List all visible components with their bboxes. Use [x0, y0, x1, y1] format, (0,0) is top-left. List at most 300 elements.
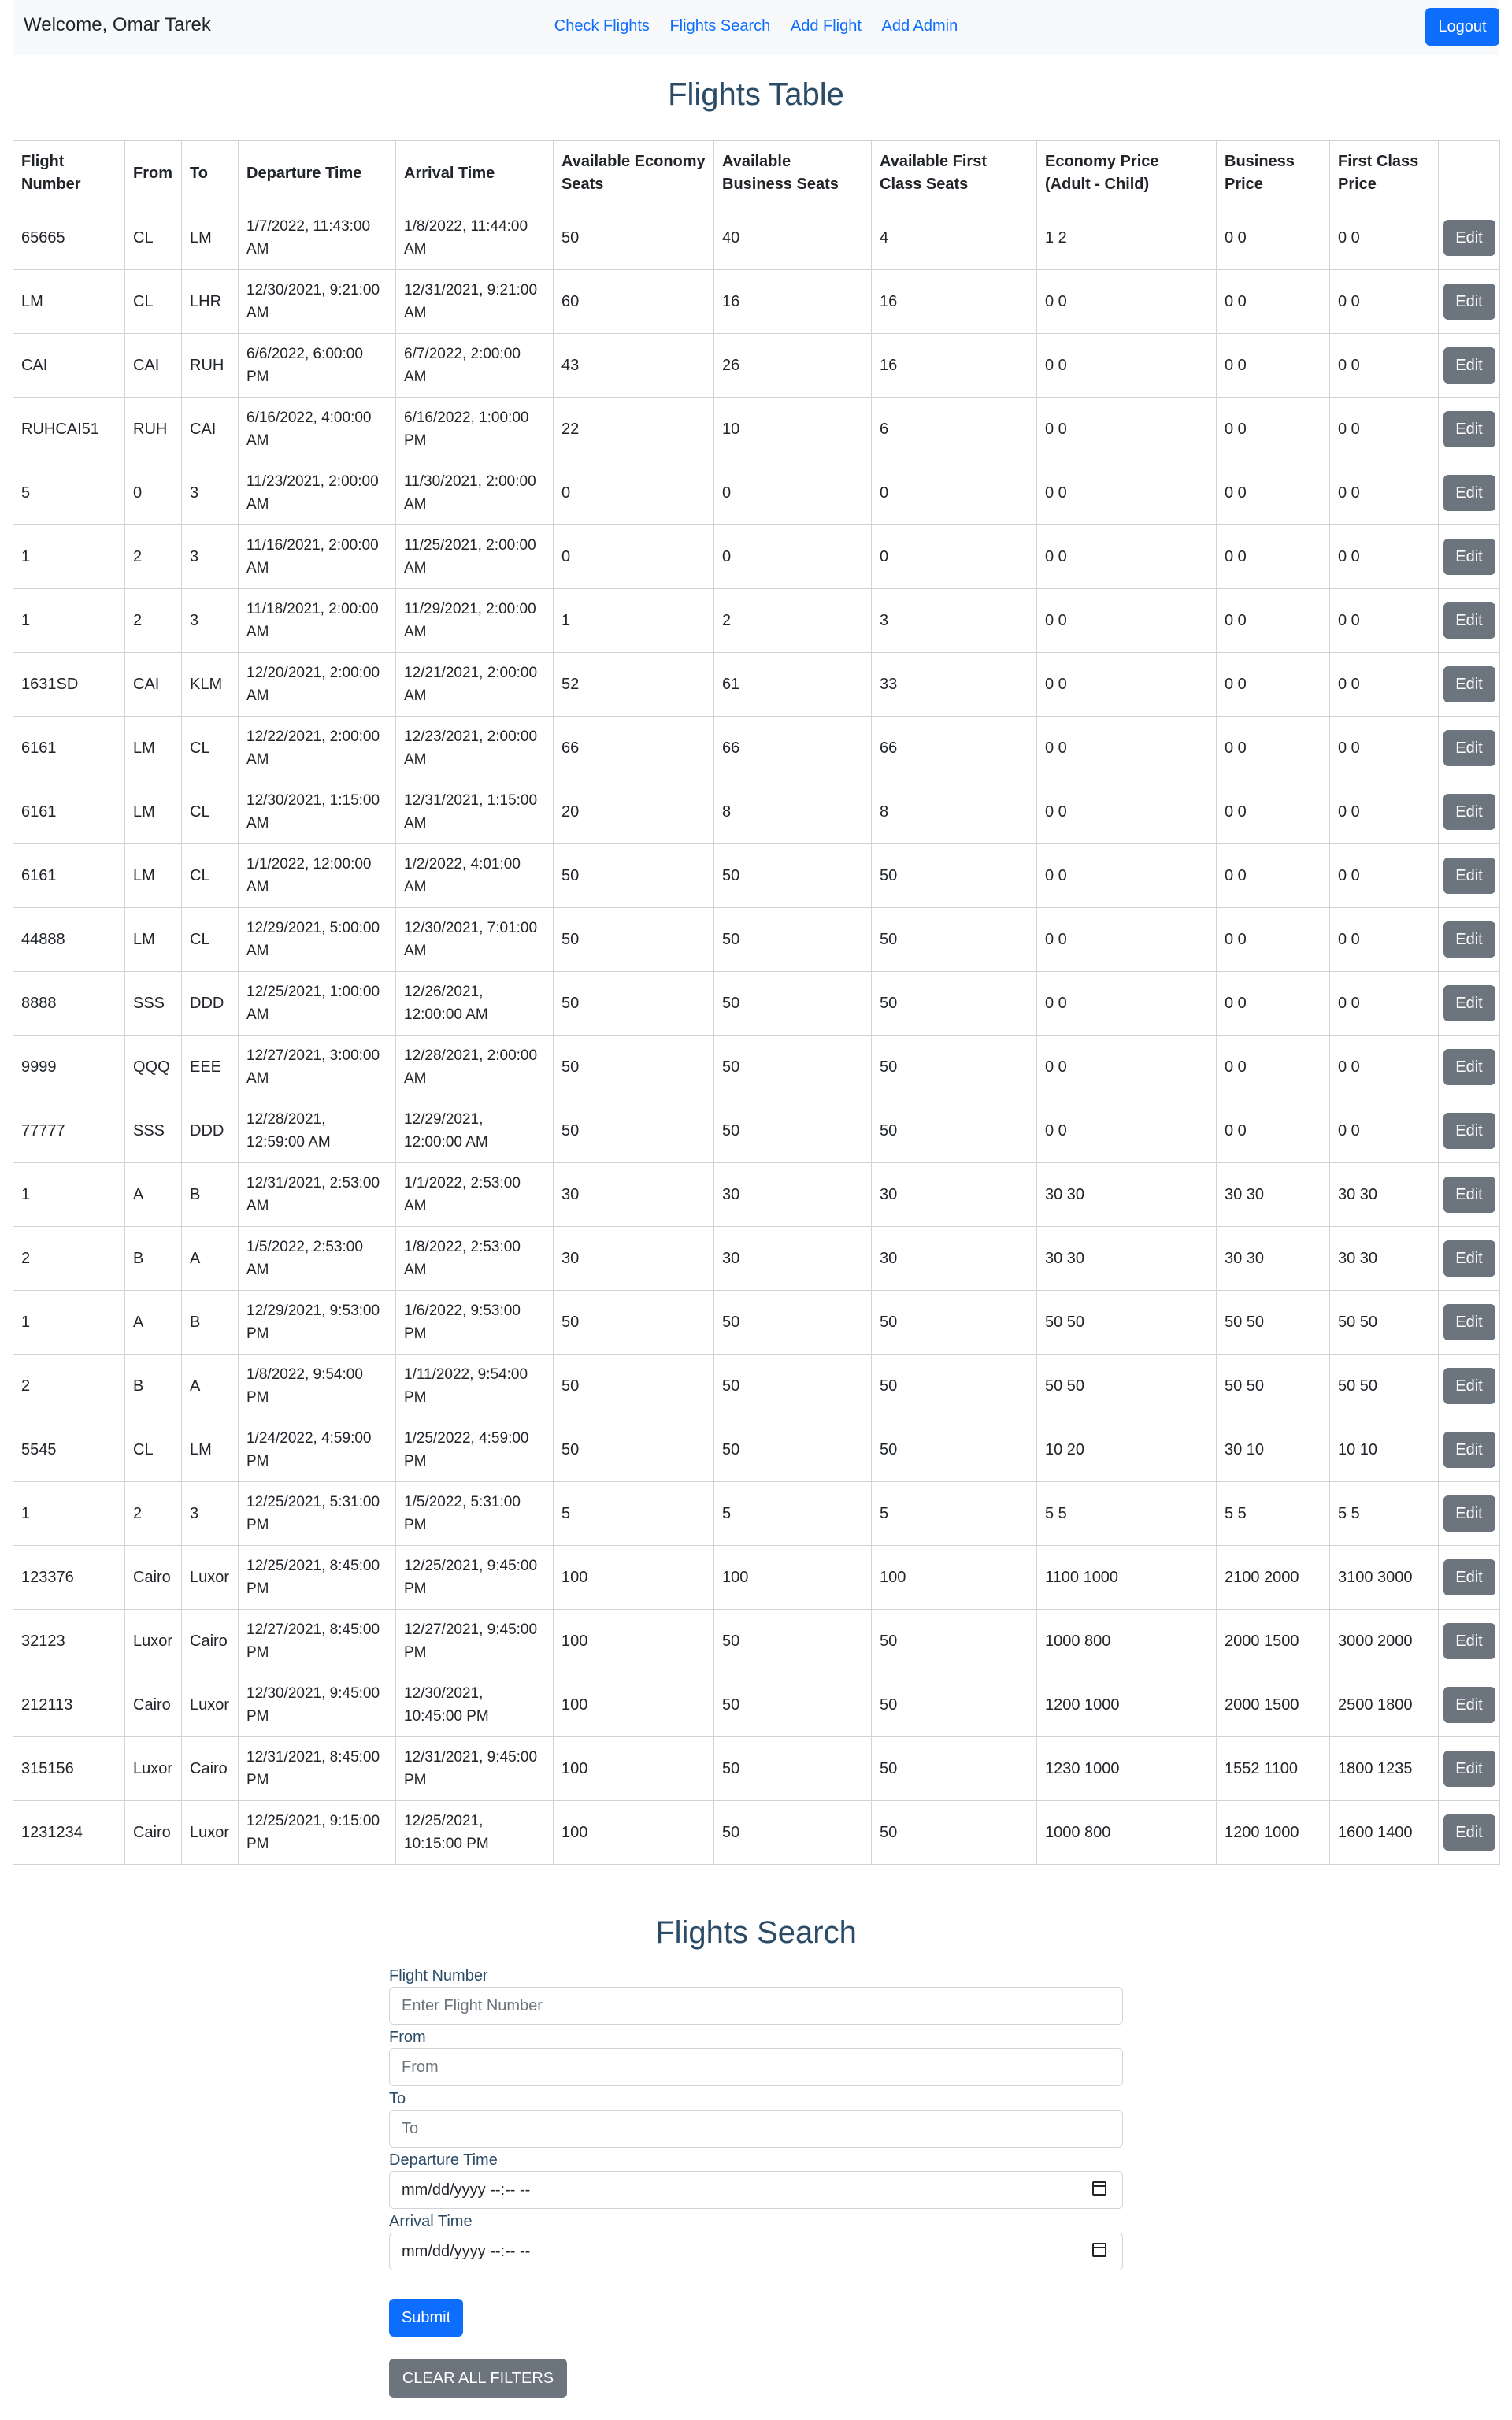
cell-economy-price: 1 2: [1037, 206, 1217, 270]
cell-business-seats: 26: [714, 334, 872, 398]
table-row: [13, 525, 1500, 589]
table-row: [13, 1673, 1500, 1737]
cell-economy-price: 0 0: [1037, 844, 1217, 908]
departure-time-input[interactable]: [389, 2171, 1123, 2209]
nav-link-add-admin[interactable]: Add Admin: [881, 17, 958, 35]
cell-to: Luxor: [182, 1801, 239, 1865]
edit-button[interactable]: Edit: [1443, 858, 1495, 894]
cell-first-class-price: 3100 3000: [1330, 1546, 1439, 1610]
cell-arrival-time: 12/29/2021, 12:00:00 AM: [396, 1099, 554, 1163]
cell-flight-number: 2: [13, 1355, 125, 1418]
cell-from: QQQ: [125, 1036, 182, 1099]
cell-actions: [1439, 589, 1500, 653]
cell-flight-number: 65665: [13, 206, 125, 270]
table-row: [13, 1099, 1500, 1163]
cell-first-class-price: 0 0: [1330, 398, 1439, 461]
table-row: [13, 1801, 1500, 1865]
flights-table-title: Flights Table: [668, 77, 844, 112]
cell-to: Cairo: [182, 1737, 239, 1801]
logout-button[interactable]: Logout: [1425, 8, 1499, 46]
edit-button[interactable]: Edit: [1443, 921, 1495, 958]
cell-flight-number: 1: [13, 1163, 125, 1227]
cell-actions: [1439, 1099, 1500, 1163]
cell-business-seats: 0: [714, 461, 872, 525]
cell-from: 0: [125, 461, 182, 525]
cell-arrival-time: 12/25/2021, 10:15:00 PM: [396, 1801, 554, 1865]
arrival-time-label: Arrival Time: [389, 2213, 472, 2230]
cell-departure-time: 12/29/2021, 9:53:00 PM: [239, 1291, 396, 1355]
header-economy-seats: Available Economy Seats: [554, 141, 714, 206]
header-first-class-price: First Class Price: [1330, 141, 1439, 206]
cell-actions: [1439, 461, 1500, 525]
cell-from: Luxor: [125, 1737, 182, 1801]
from-label: From: [389, 2029, 426, 2046]
cell-economy-price: 1230 1000: [1037, 1737, 1217, 1801]
cell-economy-seats: 30: [554, 1163, 714, 1227]
cell-departure-time: 12/25/2021, 5:31:00 PM: [239, 1482, 396, 1546]
flight-number-label: Flight Number: [389, 1967, 488, 1985]
cell-economy-seats: 66: [554, 717, 714, 780]
cell-economy-price: 0 0: [1037, 270, 1217, 334]
cell-arrival-time: 11/30/2021, 2:00:00 AM: [396, 461, 554, 525]
cell-first-class-seats: 50: [872, 1099, 1037, 1163]
cell-departure-time: 11/18/2021, 2:00:00 AM: [239, 589, 396, 653]
table-row: [13, 780, 1500, 844]
cell-economy-seats: 0: [554, 461, 714, 525]
cell-arrival-time: 11/25/2021, 2:00:00 AM: [396, 525, 554, 589]
edit-button[interactable]: Edit: [1443, 539, 1495, 575]
cell-to: B: [182, 1163, 239, 1227]
cell-business-seats: 50: [714, 908, 872, 972]
cell-arrival-time: 1/5/2022, 5:31:00 PM: [396, 1482, 554, 1546]
cell-business-price: 0 0: [1217, 717, 1330, 780]
cell-departure-time: 1/7/2022, 11:43:00 AM: [239, 206, 396, 270]
flight-number-input[interactable]: [389, 1987, 1123, 2025]
cell-first-class-seats: 50: [872, 1355, 1037, 1418]
cell-first-class-price: 0 0: [1330, 461, 1439, 525]
nav-link-add-flight[interactable]: Add Flight: [790, 17, 862, 35]
cell-business-seats: 61: [714, 653, 872, 717]
cell-arrival-time: 12/30/2021, 10:45:00 PM: [396, 1673, 554, 1737]
cell-flight-number: 1: [13, 525, 125, 589]
cell-to: EEE: [182, 1036, 239, 1099]
cell-business-seats: 8: [714, 780, 872, 844]
cell-from: CL: [125, 270, 182, 334]
cell-business-price: 0 0: [1217, 270, 1330, 334]
edit-button[interactable]: Edit: [1443, 602, 1495, 639]
cell-economy-price: 1200 1000: [1037, 1673, 1217, 1737]
cell-business-seats: 50: [714, 972, 872, 1036]
header-to: To: [182, 141, 239, 206]
edit-button[interactable]: Edit: [1443, 1368, 1495, 1404]
cell-arrival-time: 12/23/2021, 2:00:00 AM: [396, 717, 554, 780]
cell-economy-price: 0 0: [1037, 589, 1217, 653]
cell-business-price: 0 0: [1217, 398, 1330, 461]
cell-departure-time: 12/27/2021, 8:45:00 PM: [239, 1610, 396, 1673]
cell-actions: [1439, 780, 1500, 844]
cell-economy-price: 0 0: [1037, 525, 1217, 589]
cell-arrival-time: 12/31/2021, 9:21:00 AM: [396, 270, 554, 334]
cell-economy-seats: 60: [554, 270, 714, 334]
clear-all-filters-button[interactable]: CLEAR ALL FILTERS: [389, 2359, 567, 2398]
cell-from: SSS: [125, 972, 182, 1036]
cell-actions: [1439, 1482, 1500, 1546]
welcome-text: Welcome, Omar Tarek: [24, 14, 211, 35]
header-economy-price: Economy Price (Adult - Child): [1037, 141, 1217, 206]
cell-flight-number: 315156: [13, 1737, 125, 1801]
cell-economy-price: 0 0: [1037, 780, 1217, 844]
navbar: [13, 0, 1499, 55]
cell-first-class-seats: 4: [872, 206, 1037, 270]
cell-arrival-time: 6/16/2022, 1:00:00 PM: [396, 398, 554, 461]
cell-actions: [1439, 1291, 1500, 1355]
edit-button[interactable]: Edit: [1443, 1240, 1495, 1277]
cell-actions: [1439, 206, 1500, 270]
cell-from: Cairo: [125, 1546, 182, 1610]
cell-economy-seats: 43: [554, 334, 714, 398]
cell-first-class-price: 5 5: [1330, 1482, 1439, 1546]
edit-button[interactable]: Edit: [1443, 666, 1495, 702]
cell-flight-number: 44888: [13, 908, 125, 972]
edit-button[interactable]: Edit: [1443, 794, 1495, 830]
edit-button[interactable]: Edit: [1443, 1559, 1495, 1595]
edit-button[interactable]: Edit: [1443, 347, 1495, 384]
header-business-seats: Available Business Seats: [714, 141, 872, 206]
cell-arrival-time: 12/28/2021, 2:00:00 AM: [396, 1036, 554, 1099]
cell-departure-time: 12/30/2021, 9:45:00 PM: [239, 1673, 396, 1737]
cell-business-price: 5 5: [1217, 1482, 1330, 1546]
departure-time-label: Departure Time: [389, 2151, 498, 2169]
cell-first-class-seats: 50: [872, 844, 1037, 908]
cell-business-seats: 30: [714, 1163, 872, 1227]
cell-first-class-price: 30 30: [1330, 1163, 1439, 1227]
cell-first-class-seats: 16: [872, 270, 1037, 334]
cell-economy-price: 30 30: [1037, 1163, 1217, 1227]
from-input[interactable]: [389, 2048, 1123, 2086]
cell-economy-seats: 50: [554, 1036, 714, 1099]
table-row: [13, 589, 1500, 653]
cell-business-seats: 50: [714, 1737, 872, 1801]
cell-first-class-price: 2500 1800: [1330, 1673, 1439, 1737]
cell-business-price: 2100 2000: [1217, 1546, 1330, 1610]
cell-first-class-price: 50 50: [1330, 1355, 1439, 1418]
cell-departure-time: 12/25/2021, 8:45:00 PM: [239, 1546, 396, 1610]
table-row: [13, 1291, 1500, 1355]
cell-business-seats: 50: [714, 844, 872, 908]
cell-business-seats: 2: [714, 589, 872, 653]
cell-from: CAI: [125, 334, 182, 398]
cell-from: RUH: [125, 398, 182, 461]
cell-first-class-seats: 50: [872, 1418, 1037, 1482]
cell-business-price: 1552 1100: [1217, 1737, 1330, 1801]
edit-button[interactable]: Edit: [1443, 1751, 1495, 1787]
flights-search-form: [389, 1965, 1123, 2272]
cell-to: Luxor: [182, 1546, 239, 1610]
cell-arrival-time: 1/25/2022, 4:59:00 PM: [396, 1418, 554, 1482]
edit-button[interactable]: Edit: [1443, 1432, 1495, 1468]
header-flight-number: Flight Number: [13, 141, 125, 206]
cell-first-class-seats: 50: [872, 1036, 1037, 1099]
cell-business-seats: 0: [714, 525, 872, 589]
cell-economy-seats: 5: [554, 1482, 714, 1546]
cell-economy-seats: 100: [554, 1801, 714, 1865]
header-arrival-time: Arrival Time: [396, 141, 554, 206]
cell-from: A: [125, 1163, 182, 1227]
cell-first-class-seats: 100: [872, 1546, 1037, 1610]
cell-business-price: 50 50: [1217, 1291, 1330, 1355]
cell-business-seats: 5: [714, 1482, 872, 1546]
edit-button[interactable]: Edit: [1443, 284, 1495, 320]
cell-departure-time: 12/31/2021, 2:53:00 AM: [239, 1163, 396, 1227]
cell-flight-number: 6161: [13, 844, 125, 908]
flights-search-title: Flights Search: [655, 1915, 857, 1950]
cell-from: B: [125, 1227, 182, 1291]
cell-business-price: 2000 1500: [1217, 1610, 1330, 1673]
cell-first-class-price: 30 30: [1330, 1227, 1439, 1291]
edit-button[interactable]: Edit: [1443, 1049, 1495, 1085]
cell-departure-time: 12/22/2021, 2:00:00 AM: [239, 717, 396, 780]
cell-departure-time: 12/30/2021, 9:21:00 AM: [239, 270, 396, 334]
cell-from: LM: [125, 908, 182, 972]
cell-to: CL: [182, 780, 239, 844]
cell-business-price: 0 0: [1217, 334, 1330, 398]
cell-departure-time: 12/31/2021, 8:45:00 PM: [239, 1737, 396, 1801]
cell-flight-number: 5: [13, 461, 125, 525]
cell-economy-seats: 50: [554, 972, 714, 1036]
edit-button[interactable]: Edit: [1443, 1177, 1495, 1213]
arrival-time-input[interactable]: [389, 2233, 1123, 2270]
table-row: [13, 1163, 1500, 1227]
edit-button[interactable]: Edit: [1443, 411, 1495, 447]
cell-business-seats: 30: [714, 1227, 872, 1291]
cell-economy-price: 1000 800: [1037, 1801, 1217, 1865]
cell-business-seats: 10: [714, 398, 872, 461]
cell-actions: [1439, 398, 1500, 461]
cell-actions: [1439, 1163, 1500, 1227]
cell-first-class-price: 0 0: [1330, 1099, 1439, 1163]
cell-economy-price: 5 5: [1037, 1482, 1217, 1546]
cell-from: LM: [125, 780, 182, 844]
edit-button[interactable]: Edit: [1443, 220, 1495, 256]
cell-economy-price: 1000 800: [1037, 1610, 1217, 1673]
submit-button[interactable]: Submit: [389, 2299, 463, 2337]
cell-business-seats: 100: [714, 1546, 872, 1610]
table-row: [13, 334, 1500, 398]
nav-link-flights-search[interactable]: Flights Search: [669, 17, 771, 35]
cell-arrival-time: 12/26/2021, 12:00:00 AM: [396, 972, 554, 1036]
table-row: [13, 1546, 1500, 1610]
cell-actions: [1439, 1673, 1500, 1737]
cell-actions: [1439, 1610, 1500, 1673]
edit-button[interactable]: Edit: [1443, 985, 1495, 1021]
cell-to: CL: [182, 908, 239, 972]
cell-departure-time: 12/29/2021, 5:00:00 AM: [239, 908, 396, 972]
cell-economy-seats: 52: [554, 653, 714, 717]
table-row: [13, 461, 1500, 525]
cell-departure-time: 12/25/2021, 1:00:00 AM: [239, 972, 396, 1036]
flights-table-body: [13, 206, 1500, 1865]
cell-arrival-time: 11/29/2021, 2:00:00 AM: [396, 589, 554, 653]
table-row: [13, 1227, 1500, 1291]
cell-economy-price: 0 0: [1037, 717, 1217, 780]
cell-first-class-price: 0 0: [1330, 908, 1439, 972]
cell-business-price: 2000 1500: [1217, 1673, 1330, 1737]
cell-economy-price: 0 0: [1037, 972, 1217, 1036]
cell-to: A: [182, 1355, 239, 1418]
arrival-time-value: mm/dd/yyyy --:-- --: [402, 2243, 531, 2260]
cell-first-class-price: 0 0: [1330, 270, 1439, 334]
cell-economy-price: 30 30: [1037, 1227, 1217, 1291]
table-row: [13, 908, 1500, 972]
cell-flight-number: CAI: [13, 334, 125, 398]
cell-economy-price: 0 0: [1037, 653, 1217, 717]
cell-from: CL: [125, 1418, 182, 1482]
cell-business-price: 0 0: [1217, 206, 1330, 270]
cell-economy-seats: 30: [554, 1227, 714, 1291]
cell-to: 3: [182, 589, 239, 653]
cell-economy-price: 0 0: [1037, 1036, 1217, 1099]
cell-departure-time: 1/1/2022, 12:00:00 AM: [239, 844, 396, 908]
cell-to: CL: [182, 717, 239, 780]
cell-to: A: [182, 1227, 239, 1291]
cell-arrival-time: 6/7/2022, 2:00:00 AM: [396, 334, 554, 398]
cell-from: 2: [125, 525, 182, 589]
cell-economy-price: 0 0: [1037, 398, 1217, 461]
cell-arrival-time: 1/8/2022, 2:53:00 AM: [396, 1227, 554, 1291]
cell-flight-number: 6161: [13, 780, 125, 844]
nav-link-check-flights[interactable]: Check Flights: [554, 17, 650, 35]
cell-first-class-seats: 16: [872, 334, 1037, 398]
cell-business-seats: 16: [714, 270, 872, 334]
calendar-icon[interactable]: [1092, 2181, 1106, 2196]
cell-business-seats: 50: [714, 1099, 872, 1163]
cell-actions: [1439, 653, 1500, 717]
cell-to: LM: [182, 1418, 239, 1482]
edit-button[interactable]: Edit: [1443, 730, 1495, 766]
cell-first-class-seats: 50: [872, 1673, 1037, 1737]
cell-first-class-price: 50 50: [1330, 1291, 1439, 1355]
cell-first-class-seats: 0: [872, 461, 1037, 525]
table-row: [13, 1737, 1500, 1801]
cell-economy-price: 50 50: [1037, 1291, 1217, 1355]
cell-actions: [1439, 972, 1500, 1036]
cell-business-seats: 50: [714, 1036, 872, 1099]
cell-first-class-price: 0 0: [1330, 972, 1439, 1036]
table-row: [13, 1610, 1500, 1673]
cell-actions: [1439, 717, 1500, 780]
cell-first-class-seats: 6: [872, 398, 1037, 461]
edit-button[interactable]: Edit: [1443, 475, 1495, 511]
cell-arrival-time: 12/31/2021, 1:15:00 AM: [396, 780, 554, 844]
cell-to: DDD: [182, 1099, 239, 1163]
edit-button[interactable]: Edit: [1443, 1687, 1495, 1723]
cell-first-class-price: 0 0: [1330, 780, 1439, 844]
cell-actions: [1439, 1801, 1500, 1865]
table-row: [13, 717, 1500, 780]
header-business-price: Business Price: [1217, 141, 1330, 206]
header-from: From: [125, 141, 182, 206]
cell-departure-time: 12/28/2021, 12:59:00 AM: [239, 1099, 396, 1163]
cell-flight-number: 123376: [13, 1546, 125, 1610]
cell-first-class-seats: 50: [872, 1610, 1037, 1673]
cell-arrival-time: 12/21/2021, 2:00:00 AM: [396, 653, 554, 717]
to-input[interactable]: [389, 2110, 1123, 2148]
cell-economy-seats: 100: [554, 1673, 714, 1737]
cell-departure-time: 1/5/2022, 2:53:00 AM: [239, 1227, 396, 1291]
departure-time-value: mm/dd/yyyy --:-- --: [402, 2181, 531, 2199]
edit-button[interactable]: Edit: [1443, 1304, 1495, 1340]
cell-first-class-price: 0 0: [1330, 206, 1439, 270]
cell-economy-seats: 50: [554, 206, 714, 270]
cell-actions: [1439, 908, 1500, 972]
cell-business-price: 0 0: [1217, 461, 1330, 525]
cell-economy-seats: 50: [554, 844, 714, 908]
cell-flight-number: 1: [13, 1482, 125, 1546]
cell-first-class-seats: 66: [872, 717, 1037, 780]
to-label: To: [389, 2090, 406, 2107]
edit-button[interactable]: Edit: [1443, 1814, 1495, 1851]
cell-first-class-price: 0 0: [1330, 589, 1439, 653]
header-actions: [1439, 141, 1500, 206]
flights-table: [13, 140, 1500, 1865]
cell-economy-seats: 50: [554, 908, 714, 972]
calendar-icon[interactable]: [1092, 2243, 1106, 2257]
cell-first-class-seats: 50: [872, 1737, 1037, 1801]
cell-economy-seats: 50: [554, 1291, 714, 1355]
cell-economy-price: 0 0: [1037, 461, 1217, 525]
cell-economy-seats: 50: [554, 1099, 714, 1163]
cell-business-seats: 50: [714, 1801, 872, 1865]
cell-economy-price: 50 50: [1037, 1355, 1217, 1418]
cell-arrival-time: 1/2/2022, 4:01:00 AM: [396, 844, 554, 908]
edit-button[interactable]: Edit: [1443, 1113, 1495, 1149]
cell-first-class-seats: 30: [872, 1163, 1037, 1227]
cell-flight-number: LM: [13, 270, 125, 334]
cell-from: A: [125, 1291, 182, 1355]
cell-business-price: 30 30: [1217, 1227, 1330, 1291]
cell-flight-number: 1: [13, 589, 125, 653]
table-row: [13, 1482, 1500, 1546]
cell-departure-time: 11/16/2021, 2:00:00 AM: [239, 525, 396, 589]
cell-from: Cairo: [125, 1801, 182, 1865]
cell-economy-price: 10 20: [1037, 1418, 1217, 1482]
header-departure-time: Departure Time: [239, 141, 396, 206]
table-row: [13, 206, 1500, 270]
cell-first-class-price: 0 0: [1330, 717, 1439, 780]
edit-button[interactable]: Edit: [1443, 1495, 1495, 1532]
cell-from: LM: [125, 717, 182, 780]
cell-to: LHR: [182, 270, 239, 334]
cell-flight-number: 32123: [13, 1610, 125, 1673]
cell-business-seats: 40: [714, 206, 872, 270]
cell-business-price: 0 0: [1217, 972, 1330, 1036]
cell-from: Luxor: [125, 1610, 182, 1673]
table-row: [13, 398, 1500, 461]
cell-first-class-price: 0 0: [1330, 844, 1439, 908]
cell-economy-seats: 0: [554, 525, 714, 589]
cell-arrival-time: 12/30/2021, 7:01:00 AM: [396, 908, 554, 972]
cell-actions: [1439, 525, 1500, 589]
cell-arrival-time: 1/6/2022, 9:53:00 PM: [396, 1291, 554, 1355]
cell-to: B: [182, 1291, 239, 1355]
edit-button[interactable]: Edit: [1443, 1623, 1495, 1659]
cell-departure-time: 6/6/2022, 6:00:00 PM: [239, 334, 396, 398]
cell-actions: [1439, 1546, 1500, 1610]
cell-business-price: 0 0: [1217, 589, 1330, 653]
cell-first-class-price: 1800 1235: [1330, 1737, 1439, 1801]
cell-economy-seats: 22: [554, 398, 714, 461]
cell-first-class-seats: 0: [872, 525, 1037, 589]
